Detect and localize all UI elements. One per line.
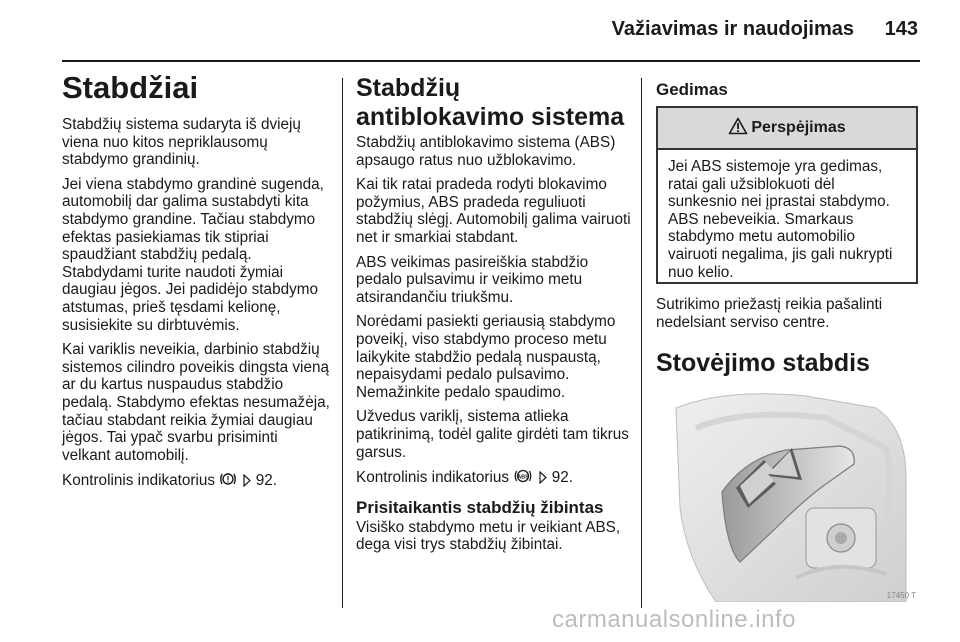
paragraph: Sutrikimo priežastį reikia pašalinti nedelsiant serviso centre. (656, 296, 883, 331)
column-fault (656, 70, 920, 108)
heading-parking-brake: Stovėjimo stabdis (656, 349, 870, 378)
paragraph: Norėdami pasiekti geriausią stabdymo poveikį, viso stabdymo proceso metu laikykite stabdžio pedalą nuspaustą, nepaisydami pedalo pulsavimo. Nemažinkite pedalo spaudimo. (356, 313, 616, 401)
paragraph: Visiško stabdymo metu ir veikiant ABS, dega visi trys stabdžių žibintai. (356, 518, 621, 554)
warning-body (658, 150, 916, 281)
heading-brakes: Stabdžiai (62, 70, 199, 105)
warning-text: Jei ABS sistemoje yra gedimas, ratai gali užsiblokuoti dėl sunkesnio nei įprastai stabdymo. ABS nebeveikia. Smarkaus stabdymo metu automobilio vairuoti negalima, jis gali nukrypti nuo kelio. (668, 158, 893, 281)
column-divider (342, 78, 343, 608)
parking-brake-illustration (656, 388, 920, 602)
page-number: 143 (884, 18, 918, 40)
indicator-label: Kontrolinis indikatorius (356, 469, 510, 487)
page-header (0, 0, 960, 60)
paragraph: ABS veikimas pasireiškia stabdžio pedalo pulsavimu ir veikimo metu atsirandančiu triukšmu. (356, 253, 589, 306)
svg-text:!: ! (226, 474, 230, 485)
paragraph: Stabdžių sistema sudaryta iš dviejų viena nuo kitos nepriklausomų stabdymo grandinių. (62, 116, 301, 169)
heading-abs: Stabdžių antiblokavimo sistema (356, 74, 625, 131)
paragraph: Užvedus variklį, sistema atlieka patikrinimą, todėl galite girdėti tam tikrus garsus. (356, 408, 629, 461)
warning-title: Perspėjimas (751, 119, 846, 136)
paragraph: Jei viena stabdymo grandinė sugenda, automobilį dar galima sustabdyti kita stabdymo grandine. Tačiau stabdymo efektas pasiekiamas tik stipriai spaudžiant stabdžių pedalą. Stabdydami turite naudoti žymiai daugiau jėgos. Jei padidėjo stabdymo atstumas, prieš tęsdami kelionę, susisiekite su dirbtuvėmis. (62, 175, 324, 334)
warning-triangle-icon (728, 117, 748, 140)
warning-header (658, 108, 916, 150)
watermark: carmanualsonline.info (552, 606, 796, 633)
page-reference[interactable]: 92. (551, 469, 574, 487)
paragraph: Kai variklis neveikia, darbinio stabdžių sistemos cilindro poveikis dingsta vieną ar du kartus nuspaudus stabdžio pedalą. Stabdymo efektas nesumažėja, tačiau stabdant reikia žymiai daugiau jėgos. Tai ypač svarbu prisiminti velkant automobilį. (62, 341, 330, 464)
header-rule (62, 60, 920, 62)
page-ref-icon (538, 471, 548, 489)
column-brakes (62, 70, 330, 499)
image-label: 17450 T (886, 591, 916, 600)
fault-text-block (656, 296, 920, 378)
brake-warning-icon (219, 471, 237, 492)
warning-box (656, 106, 918, 284)
indicator-reference (356, 468, 632, 489)
indicator-label: Kontrolinis indikatorius (62, 472, 216, 490)
page-ref-icon (242, 474, 252, 492)
column-divider (641, 78, 642, 608)
column-abs (356, 70, 632, 561)
paragraph: Kai tik ratai pradeda rodyti blokavimo požymius, ABS pradeda reguliuoti stabdžių slėgį. Automobilį galima vairuoti net ir smarkiai stabdant. (356, 176, 631, 246)
section-title: Važiavimas ir naudojimas (611, 18, 854, 40)
svg-text:ABS: ABS (517, 474, 530, 481)
abs-icon (513, 468, 533, 489)
subheading-adaptive-brake-light: Prisitaikantis stabdžių žibintas (356, 497, 604, 517)
page-reference[interactable]: 92. (255, 472, 278, 490)
paragraph: Stabdžių antiblokavimo sistema (ABS) apsaugo ratus nuo užblokavimo. (356, 134, 616, 169)
heading-fault: Gedimas (656, 80, 728, 99)
indicator-reference (62, 471, 330, 492)
